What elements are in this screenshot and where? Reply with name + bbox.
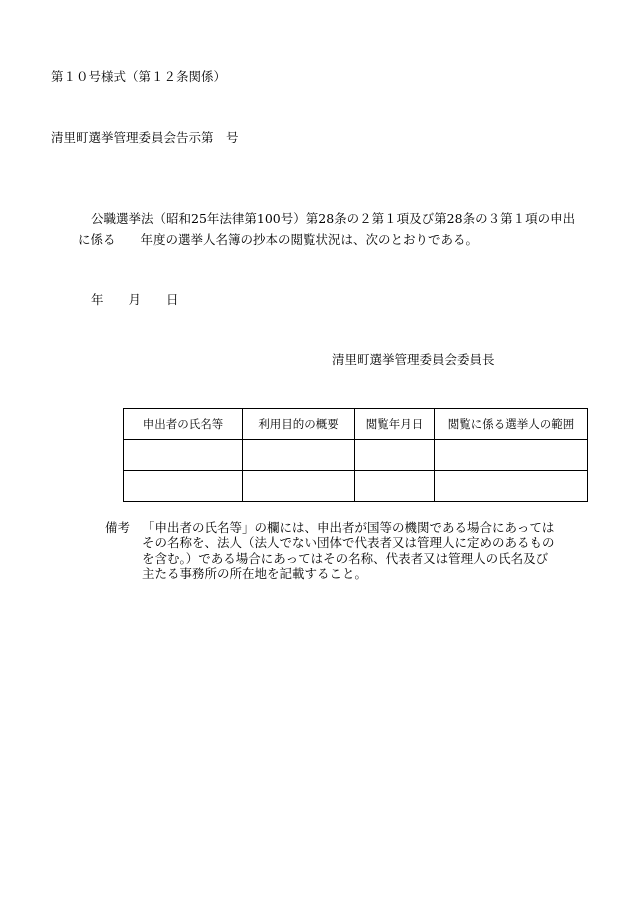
remarks-label: 備考	[105, 520, 131, 535]
table-cell	[124, 471, 243, 502]
table-cell	[243, 471, 355, 502]
chairman-title: 清里町選挙管理委員会委員長	[332, 352, 495, 367]
remarks-line: 主たる事務所の所在地を記載すること。	[142, 565, 368, 581]
table-cell	[355, 471, 435, 502]
inspection-table	[123, 408, 588, 502]
table-cell	[243, 440, 355, 471]
remarks-line: その名称を、法人（法人でない団体で代表者又は管理人に定めのあるもの	[142, 535, 555, 551]
table-cell	[124, 440, 243, 471]
date-line: 年 月 日	[91, 292, 179, 307]
table-row	[124, 471, 588, 502]
table-row	[124, 440, 588, 471]
form-number: 第１０号様式（第１２条関係）	[51, 69, 227, 84]
table-header-row	[124, 409, 588, 440]
table-cell	[435, 471, 588, 502]
table-cell	[435, 440, 588, 471]
header-scope: 閲覧に係る選挙人の範囲	[435, 409, 588, 440]
body-text-line-1: 公職選挙法（昭和25年法律第100号）第28条の２第１項及び第28条の３第１項の申出	[91, 211, 576, 226]
table-cell	[355, 440, 435, 471]
header-applicant: 申出者の氏名等	[124, 409, 243, 440]
header-date: 閲覧年月日	[355, 409, 435, 440]
remarks-line: を含む。）である場合にあってはその名称、代表者又は管理人の氏名及び	[142, 550, 549, 566]
notice-header: 清里町選挙管理委員会告示第 号	[51, 130, 239, 145]
remarks-text	[142, 520, 587, 581]
body-text-line-2: に係る 年度の選挙人名簿の抄本の閲覧状況は、次のとおりである。	[78, 232, 479, 247]
remarks-line: 「申出者の氏名等」の欄には、申出者が国等の機関である場合にあっては	[142, 520, 555, 535]
header-purpose: 利用目的の概要	[243, 409, 355, 440]
